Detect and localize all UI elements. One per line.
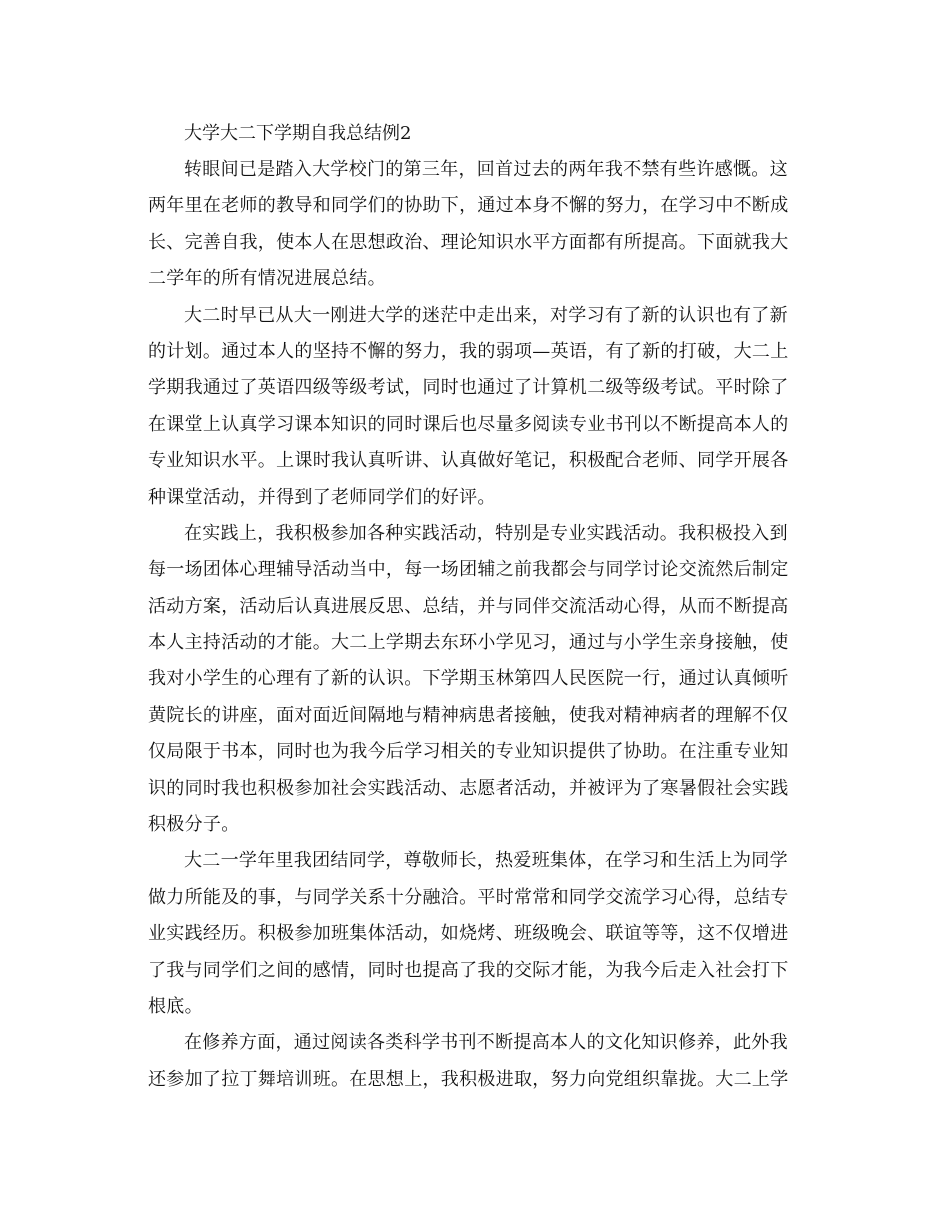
paragraph-practice [148, 516, 802, 844]
text-line: 在修养方面，通过阅读各类科学书刊不断提高本人的文化知识修养，此外我 [184, 1032, 788, 1054]
text-line: 我对小学生的心理有了新的认识。下学期玉林第四人民医院一行，通过认真倾听 [148, 668, 789, 690]
text-line: 积极分子。 [148, 814, 240, 836]
text-line: 黄院长的讲座，面对面近间隔地与精神病患者接触，使我对精神病者的理解不仅 [148, 704, 789, 726]
text-line: 学期我通过了英语四级等级考试，同时也通过了计算机二级等级考试。平时除了 [148, 377, 789, 399]
text-line: 每一场团体心理辅导活动当中，每一场团辅之前我都会与同学讨论交流然后制定 [148, 559, 789, 581]
text-line: 做力所能及的事，与同学关系十分融洽。平时常常和同学交流学习心得，总结专 [148, 886, 789, 908]
text-line: 大二时早已从大一刚进大学的迷茫中走出来，对学习有了新的认识也有了新 [184, 304, 788, 326]
text-line: 二学年的所有情况进展总结。 [148, 268, 386, 290]
text-line: 专业知识水平。上课时我认真听讲、认真做好笔记，积极配合老师、同学开展各 [148, 450, 789, 472]
text-line: 还参加了拉丁舞培训班。在思想上，我积极进取，努力向党组织靠拢。大二上学 [148, 1068, 789, 1090]
text-line: 本人主持活动的才能。大二上学期去东环小学见习，通过与小学生亲身接触，使 [148, 632, 789, 654]
text-line: 长、完善自我，使本人在思想政治、理论知识水平方面都有所提高。下面就我大 [148, 231, 789, 253]
text-line: 活动方案，活动后认真进展反思、总结，并与同伴交流活动心得，从而不断提高 [148, 595, 789, 617]
paragraph-intro [148, 152, 802, 298]
text-line: 在实践上，我积极参加各种实践活动，特别是专业实践活动。我积极投入到 [184, 522, 788, 544]
text-line: 种课堂活动，并得到了老师同学们的好评。 [148, 486, 496, 508]
text-line: 业实践经历。积极参加班集体活动，如烧烤、班级晚会、联谊等等，这不仅增进 [148, 923, 789, 945]
text-line: 了我与同学们之间的感情，同时也提高了我的交际才能，为我今后走入社会打下 [148, 959, 789, 981]
text-line: 在课堂上认真学习课本知识的同时课后也尽量多阅读专业书刊以不断提高本人的 [148, 413, 789, 435]
text-line: 根底。 [148, 995, 203, 1017]
paragraph-relationships [148, 843, 802, 1025]
text-line: 仅局限于书本，同时也为我今后学习相关的专业知识提供了协助。在注重专业知 [148, 741, 789, 763]
document-title: 大学大二下学期自我总结例2 [184, 123, 412, 144]
text-line: 转眼间已是踏入大学校门的第三年，回首过去的两年我不禁有些许感慨。这 [184, 159, 788, 180]
paragraph-cultivation [148, 1025, 802, 1098]
text-line: 两年里在老师的教导和同学们的协助下，通过本身不懈的努力，在学习中不断成 [148, 195, 789, 217]
paragraph-study [148, 298, 802, 516]
text-line: 大二一学年里我团结同学，尊敬师长，热爱班集体，在学习和生活上为同学 [184, 850, 788, 872]
text-line: 的计划。通过本人的坚持不懈的努力，我的弱项—英语，有了新的打破，大二上 [148, 340, 789, 362]
text-line: 识的同时我也积极参加社会实践活动、志愿者活动，并被评为了寒暑假社会实践 [148, 777, 789, 799]
document-body [148, 116, 802, 1098]
